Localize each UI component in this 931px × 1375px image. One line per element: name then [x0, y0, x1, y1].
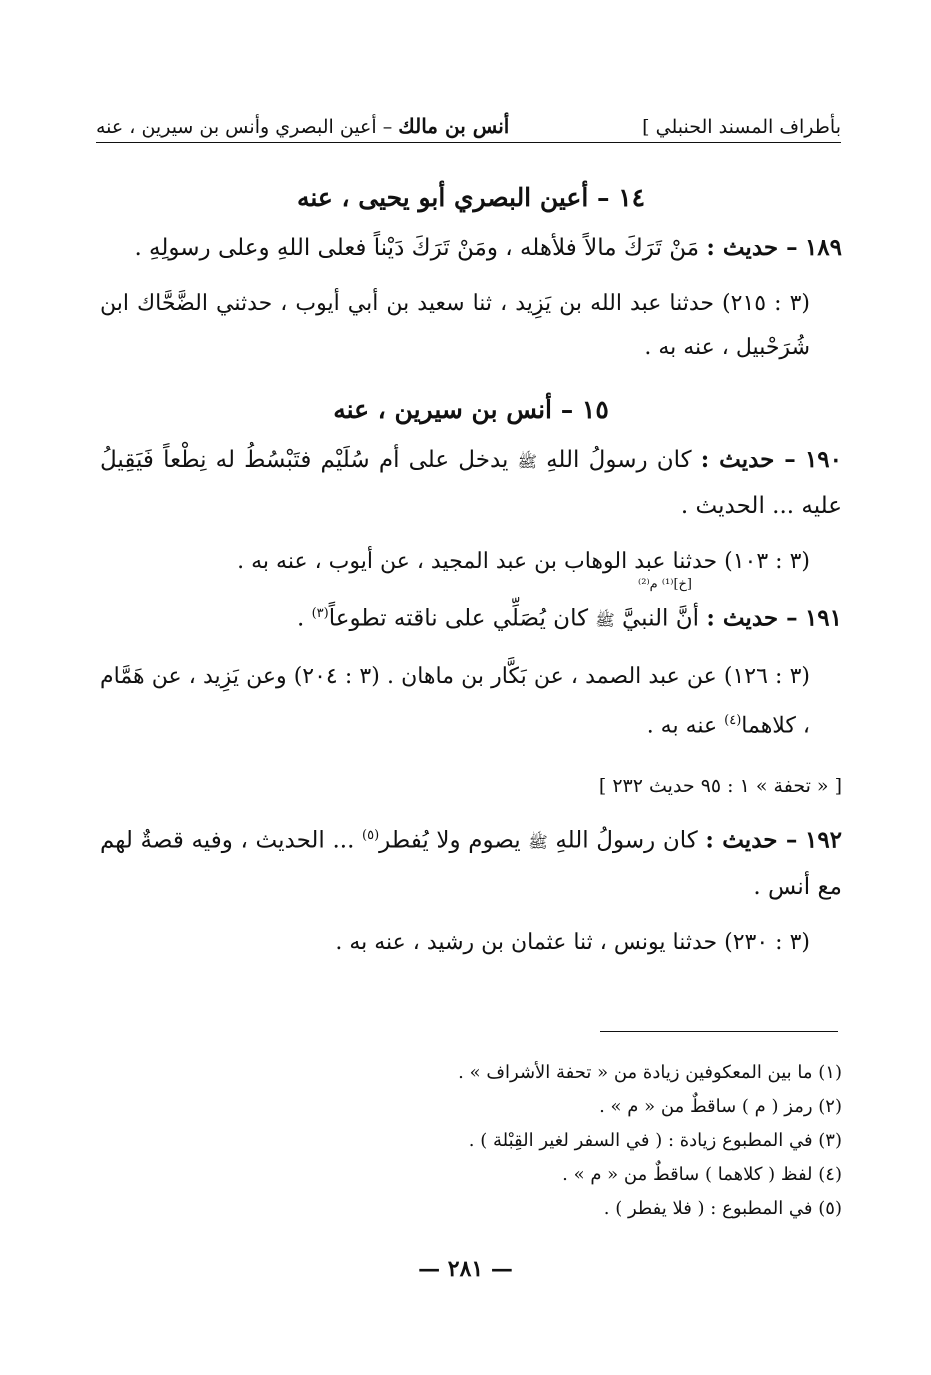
footnote-2: (٢) رمز ( م ) ساقطٌ من « م » . [599, 1096, 842, 1117]
section-15-title: ١٥ – أنس بن سيرين ، عنه [333, 395, 609, 424]
hadith-192-label: – حديث : [705, 826, 798, 854]
footnote-ref-3: (٣) [311, 606, 329, 621]
hadith-190-text-after: يدخل على أم سُلَيْم فتَبْسُطُ له نِطْعاً فَيَقِيلُ عليه ... الحديث . [100, 447, 842, 519]
hadith-192-text-before: كان رسولُ اللهِ [555, 827, 698, 854]
hadith-189-source: (٣ : ٢١٥) حدثنا عبد الله بن يَزِيد ، ثنا سعيد بن أبي أيوب ، حدثني الضَّحَّاك ابن شُرَحْبيل ، عنه به . [100, 291, 810, 360]
salla-symbol: ﷺ [517, 452, 537, 471]
header-left: – أعين البصري وأنس بن سيرين ، عنه [96, 116, 393, 138]
footnote-3: (٣) في المطبوع زيادة : ( في السفر لغير القِبْلة ) . [468, 1130, 842, 1151]
page-body [100, 176, 842, 977]
hadith-189-number: ١٨٩ [804, 234, 842, 261]
hadith-192-text-mid: يصوم ولا يُفطر [379, 827, 521, 854]
hadith-191-text-before: أنَّ النبيَّ [621, 605, 700, 632]
hadith-189-label: – حديث : [706, 234, 798, 261]
hadith-191 [100, 592, 842, 643]
hadith-192-text-after: ... الحديث ، وفيه قصةٌ لهم مع أنس . [100, 827, 842, 900]
hadith-190-number: ١٩٠ [804, 446, 842, 473]
page-number: — ٢٨١ — [418, 1256, 513, 1282]
hadith-191-source [100, 655, 842, 748]
hadith-191-label: – حديث : [706, 604, 798, 632]
header-right: بأطراف المسند الحنبلي ] [642, 116, 841, 138]
hadith-192 [100, 814, 842, 909]
hadith-191-marker: [خ]⁽¹⁾ م⁽²⁾ [638, 577, 692, 592]
tuhfa-reference: [ « تحفة » ١ : ٩٥ حديث ٢٣٢ ] [598, 774, 842, 797]
hadith-190 [100, 438, 842, 528]
header-rule [96, 142, 841, 143]
footnotes [100, 1056, 842, 1226]
footnote-ref-4: (٤) [724, 712, 742, 728]
salla-symbol: ﷺ [595, 610, 615, 630]
footnote-4: (٤) لفظ ( كلاهما ) ساقطٌ من « م » . [562, 1164, 842, 1185]
salla-symbol: ﷺ [528, 832, 548, 852]
running-header [96, 104, 841, 138]
hadith-190-label: – حديث : [700, 446, 796, 473]
hadith-192-number: ١٩٢ [804, 826, 843, 854]
hadith-191-source-after: عنه به . [646, 712, 725, 738]
hadith-191-number: ١٩١ [804, 604, 842, 632]
hadith-191-end: . [296, 605, 312, 632]
header-center: أنس بن مالك [398, 114, 510, 138]
hadith-192-source: (٣ : ٢٣٠) حدثنا يونس ، ثنا عثمان بن رشيد ، عنه به . [335, 929, 810, 955]
section-14-title: ١٤ – أعين البصري أبو يحيى ، عنه [296, 183, 646, 212]
header-title [96, 114, 509, 138]
hadith-190-source: (٣ : ١٠٣) حدثنا عبد الوهاب بن عبد المجيد ، عن أيوب ، عنه به . [237, 549, 810, 574]
footnote-1: (١) ما بين المعكوفين زيادة من « تحفة الأشراف » . [458, 1062, 842, 1083]
hadith-190-text-before: كان رسولُ اللهِ [546, 447, 692, 473]
hadith-191-source-before: (٣ : ١٢٦) عن عبد الصمد ، عن بَكَّار بن ماهان . (٣ : ٢٠٤) وعن يَزِيد ، عن هَمَّام ، كلاهما [100, 663, 810, 738]
hadith-189 [100, 226, 842, 270]
hadith-191-text-after: كان يُصَلِّي على ناقته تطوعاً [328, 605, 589, 632]
footnote-rule [600, 1031, 838, 1032]
hadith-189-text: مَنْ تَرَكَ مالاً فلأهله ، ومَنْ تَرَكَ دَيْناً فعلى اللهِ وعلى رسولِهِ . [134, 235, 700, 261]
footnote-ref-5: (٥) [362, 827, 380, 843]
footnote-5: (٥) في المطبوع : ( فلا يفطر ) . [603, 1198, 842, 1219]
